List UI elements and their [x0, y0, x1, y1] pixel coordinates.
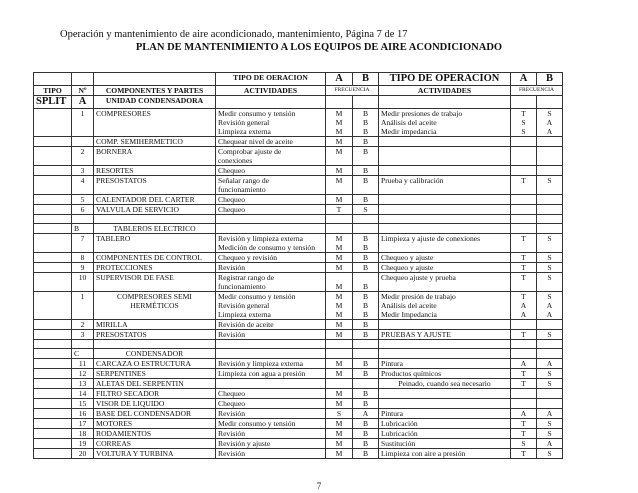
freq-2b: A: [546, 310, 553, 319]
freq-b: B: [362, 301, 369, 310]
freq-a: M: [326, 195, 353, 205]
table-row: [34, 292, 563, 320]
component-name: COMPRESORES: [94, 109, 216, 137]
page-title: PLAN DE MANTENIMIENTO A LOS EQUIPOS DE AIRE ACONDICIONADO: [135, 42, 503, 53]
row-number: 3: [72, 166, 94, 176]
freq-b: B: [353, 137, 379, 147]
section-b-label: B: [72, 224, 94, 234]
activity: Revisión: [216, 429, 326, 439]
freq-2a: A: [511, 409, 537, 419]
freq-a: M: [335, 310, 343, 319]
freq-2a: T: [521, 292, 526, 301]
row-number: 11: [72, 359, 94, 369]
freq-b: B: [353, 359, 379, 369]
freq-2b: S: [537, 379, 563, 389]
activity: Chequeo y revisión: [216, 253, 326, 263]
component-name: RESORTES: [94, 166, 216, 176]
freq-2b: S: [547, 292, 552, 301]
freq-b: B: [362, 127, 369, 136]
activity-2: Análisis del aceite: [381, 118, 437, 127]
activity-2: Chequeo y ajuste: [379, 253, 511, 263]
activity: Revisión y limpieza externa: [218, 234, 303, 243]
header-b1: B: [353, 73, 379, 86]
activity: Registrar rango de: [218, 273, 275, 282]
freq-2a: T: [511, 253, 537, 263]
activity: Revisión y ajuste: [216, 439, 326, 449]
component-name: MIRILLA: [94, 320, 216, 330]
freq-a: M: [326, 137, 353, 147]
table-row: [34, 320, 563, 330]
type-split: SPLIT: [34, 96, 72, 109]
activity: Revisión: [216, 449, 326, 459]
component-name: COMP. SEMIHERMETICO: [94, 137, 216, 147]
freq-a: M: [326, 399, 353, 409]
row-number: 8: [72, 253, 94, 263]
freq-a: M: [335, 292, 343, 301]
activity: Chequeo: [216, 389, 326, 399]
document-header: Operación y mantenimiento de aire acondicionado, mantenimiento, Página 7 de 17: [60, 29, 408, 40]
freq-a: M: [326, 166, 353, 176]
row-number: 4: [72, 176, 94, 195]
table-row: [34, 273, 563, 292]
activity-2: Sustitución: [379, 439, 511, 449]
freq-b: B: [362, 310, 369, 319]
freq-2b: S: [537, 330, 563, 340]
row-number: 17: [72, 419, 94, 429]
freq-a: M: [326, 147, 353, 166]
table-row: [34, 137, 563, 147]
component-name: PROTECCIONES: [94, 263, 216, 273]
activity: Limpieza externa: [218, 127, 271, 136]
activity-2: Limpieza y ajuste de conexiones: [379, 234, 511, 253]
freq-b: A: [353, 409, 379, 419]
header-tipo-oeracion: TIPO DE OERACION: [216, 73, 326, 86]
activity: Chequeo: [216, 399, 326, 409]
section-a-label: A: [72, 96, 94, 109]
activity-2: Lubricación: [379, 419, 511, 429]
freq-2b: A: [537, 359, 563, 369]
table-row: [34, 409, 563, 419]
table-row: [34, 389, 563, 399]
component-name: FILTRO SECADOR: [94, 389, 216, 399]
freq-b: B: [353, 449, 379, 459]
freq-2b: S: [537, 419, 563, 429]
header-a2: A: [511, 73, 537, 86]
activity: Revisión: [216, 330, 326, 340]
activity: Medir consumo y tensión: [216, 419, 326, 429]
activity: conexiones: [218, 156, 253, 165]
table-row: [34, 166, 563, 176]
freq-b: B: [353, 273, 379, 292]
component-name: SERPENTINES: [94, 369, 216, 379]
activity-2: Medir presiones de trabajo: [381, 109, 463, 118]
maintenance-plan-table: [33, 72, 563, 459]
activity: Medición de consumo y tensión: [218, 243, 316, 252]
freq-a: M: [326, 439, 353, 449]
header-tipo: TIPO: [34, 86, 72, 96]
freq-2a: T: [511, 429, 537, 439]
freq-a: M: [326, 273, 353, 292]
component-name: PRESOSTATOS: [94, 330, 216, 340]
component-name: TABLERO: [94, 234, 216, 253]
table-row: [34, 439, 563, 449]
table-row: [34, 330, 563, 340]
section-b-title: TABLEROS ELECTRICO: [94, 224, 216, 234]
freq-2b: S: [537, 263, 563, 273]
table-row: [34, 369, 563, 379]
row-number: 20: [72, 449, 94, 459]
header-tipo-operacion: TIPO DE OPERACION: [379, 73, 511, 86]
freq-a: M: [326, 449, 353, 459]
freq-a: M: [335, 109, 343, 118]
freq-2b: S: [547, 109, 552, 118]
row-number: 14: [72, 389, 94, 399]
activity-2: Medir impedancia: [381, 127, 437, 136]
freq-2b: S: [537, 253, 563, 263]
row-number: 9: [72, 263, 94, 273]
freq-b: B: [353, 429, 379, 439]
section-row: [34, 349, 563, 359]
freq-b: B: [353, 439, 379, 449]
activity: Revisión general: [218, 301, 270, 310]
freq-a: M: [335, 301, 343, 310]
freq-b: B: [353, 330, 379, 340]
freq-a: M: [326, 389, 353, 399]
freq-2a: T: [511, 379, 537, 389]
freq-a: M: [326, 263, 353, 273]
activity: Comprobar ajuste de: [218, 147, 282, 156]
freq-2b: A: [546, 127, 553, 136]
table-row: [34, 205, 563, 215]
activity-2: Productos químicos: [379, 369, 511, 379]
freq-b: B: [353, 195, 379, 205]
activity: Medir consumo y tensión: [218, 109, 296, 118]
freq-b: B: [353, 176, 379, 195]
component-name: CALENTADOR DEL CARTER: [94, 195, 216, 205]
header-no: Nº: [72, 86, 94, 96]
component-name: RODAMIENTOS: [94, 429, 216, 439]
row-number: 1: [72, 109, 94, 137]
component-name: VOLTURA Y TURBINA: [94, 449, 216, 459]
component-name: COMPONENTES DE CONTROL: [94, 253, 216, 263]
freq-2a: A: [520, 310, 527, 319]
freq-2b: A: [546, 118, 553, 127]
row-number: 19: [72, 439, 94, 449]
freq-b: B: [353, 419, 379, 429]
freq-2b: S: [537, 273, 563, 292]
row-number: 18: [72, 429, 94, 439]
component-name: CORREAS: [94, 439, 216, 449]
freq-2b: S: [537, 449, 563, 459]
table-row: [34, 147, 563, 166]
freq-a: M: [326, 253, 353, 263]
page-number: 7: [316, 481, 322, 491]
freq-b: B: [353, 253, 379, 263]
freq-2a: T: [511, 273, 537, 292]
row-number: 16: [72, 409, 94, 419]
freq-2b: S: [537, 369, 563, 379]
activity: Chequear nivel de aceite: [216, 137, 326, 147]
activity-2: Chequeo ajuste y prueba: [379, 273, 511, 292]
activity: Revisión general: [218, 118, 270, 127]
activity: Chequeo: [216, 205, 326, 215]
freq-b: B: [353, 263, 379, 273]
freq-a: M: [335, 243, 343, 252]
row-number: 2: [72, 147, 94, 166]
activity: funcionamiento: [218, 282, 266, 291]
activity: Revisión: [216, 409, 326, 419]
table-row: [34, 419, 563, 429]
component-name: SUPERVISOR DE FASE: [94, 273, 216, 292]
section-a-title: UNIDAD CONDENSADORA: [94, 96, 216, 109]
activity-2: Lubricación: [379, 429, 511, 439]
freq-2a: T: [511, 330, 537, 340]
activity: Revisión de aceite: [216, 320, 326, 330]
freq-b: B: [353, 166, 379, 176]
freq-b: B: [362, 234, 369, 243]
freq-a: M: [335, 234, 343, 243]
row-number: 7: [72, 234, 94, 253]
table-row: [34, 109, 563, 137]
freq-b: B: [362, 243, 369, 252]
freq-b: B: [353, 147, 379, 166]
component-name: BASE DEL CONDENSADOR: [94, 409, 216, 419]
freq-a: M: [326, 359, 353, 369]
table-row: [34, 379, 563, 389]
freq-a: M: [326, 330, 353, 340]
component-name: VISOR DE LIQUIDO: [94, 399, 216, 409]
freq-2a: T: [511, 176, 537, 195]
activity: Chequeo: [216, 195, 326, 205]
component-name: BORNERA: [94, 147, 216, 166]
component-name: PRESOSTATOS: [94, 176, 216, 195]
header-frecuencia-2: FRECUENCIA: [511, 86, 563, 96]
freq-2b: S: [537, 234, 563, 253]
freq-a: M: [335, 118, 343, 127]
freq-2b: A: [546, 301, 553, 310]
section-row: [34, 224, 563, 234]
freq-2a: T: [511, 419, 537, 429]
freq-2a: T: [521, 109, 526, 118]
table-row: [34, 195, 563, 205]
header-frecuencia-1: FRECUENCIA: [326, 86, 379, 96]
activity-2: Pintura: [379, 359, 511, 369]
activity-2: Prueba y calibración: [379, 176, 511, 195]
activity-2: Análisis del aceite: [381, 301, 437, 310]
freq-b: B: [353, 389, 379, 399]
freq-2b: A: [537, 409, 563, 419]
activity: Limpieza externa: [218, 310, 271, 319]
freq-a: M: [326, 320, 353, 330]
freq-b: S: [353, 205, 379, 215]
activity: Limpieza con agua a presión: [216, 369, 326, 379]
freq-a: S: [326, 409, 353, 419]
activity-2: Chequeo y ajuste: [379, 263, 511, 273]
freq-2a: A: [520, 301, 527, 310]
row-number: 15: [72, 399, 94, 409]
row-number: 6: [72, 205, 94, 215]
freq-2a: A: [511, 359, 537, 369]
row-number: 12: [72, 369, 94, 379]
freq-a: M: [335, 127, 343, 136]
activity-2: Pintura: [379, 409, 511, 419]
row-number: 1: [72, 292, 94, 320]
activity-2: Limpieza con aire a presión: [379, 449, 511, 459]
table-row: [34, 263, 563, 273]
component-name: HERMÉTICOS: [130, 301, 179, 310]
freq-a: M: [326, 419, 353, 429]
freq-2a: T: [511, 449, 537, 459]
freq-b: B: [353, 399, 379, 409]
freq-2a: T: [511, 263, 537, 273]
activity-2: Medir presión de trabajo: [381, 292, 456, 301]
component-name: MOTORES: [94, 419, 216, 429]
component-name: COMPRESORES SEMI: [117, 292, 192, 301]
row-number: 3: [72, 330, 94, 340]
component-name: ALETAS DEL SERPENTIN: [94, 379, 216, 389]
freq-2a: T: [511, 369, 537, 379]
freq-b: B: [362, 292, 369, 301]
freq-a: M: [326, 429, 353, 439]
freq-b: B: [362, 109, 369, 118]
activity: Chequeo: [216, 166, 326, 176]
activity: Revisión y limpieza externa: [216, 359, 326, 369]
freq-2a: S: [511, 439, 537, 449]
freq-2b: S: [537, 176, 563, 195]
activity-2: Medir Impedancia: [381, 310, 437, 319]
freq-a: T: [326, 205, 353, 215]
header-b2: B: [537, 73, 563, 86]
freq-b: B: [353, 320, 379, 330]
row-number: 2: [72, 320, 94, 330]
activity: Señalar rango de: [218, 176, 270, 185]
freq-b: B: [362, 118, 369, 127]
freq-2a: T: [511, 234, 537, 253]
row-number: 5: [72, 195, 94, 205]
activity: Revisión: [216, 263, 326, 273]
header-actividades-2: ACTIVIDADES: [379, 86, 511, 96]
activity: Medir consumo y tensión: [218, 292, 296, 301]
freq-a: M: [326, 176, 353, 195]
header-componentes: COMPONENTES Y PARTES: [94, 86, 216, 96]
table-row: [34, 359, 563, 369]
activity-2: Peinado, cuando sea necesario: [379, 379, 511, 389]
table-row: [34, 253, 563, 263]
section-c-title: CONDENSADOR: [94, 349, 216, 359]
freq-a: M: [326, 369, 353, 379]
activity: funcionamiento: [218, 185, 266, 194]
activity-2: PRUEBAS Y AJUSTE: [379, 330, 511, 340]
freq-2a: S: [521, 118, 526, 127]
freq-2b: A: [537, 439, 563, 449]
component-name: VALVULA DE SERVICIO: [94, 205, 216, 215]
component-name: CARCAZA O ESTRUCTURA: [94, 359, 216, 369]
table-row: [34, 176, 563, 195]
row-number: 10: [72, 273, 94, 292]
header-a1: A: [326, 73, 353, 86]
table-row: [34, 449, 563, 459]
table-row: [34, 429, 563, 439]
header-actividades-1: ACTIVIDADES: [216, 86, 326, 96]
freq-2a: S: [521, 127, 526, 136]
freq-b: B: [353, 369, 379, 379]
row-number: 13: [72, 379, 94, 389]
freq-2b: S: [537, 429, 563, 439]
table-row: [34, 399, 563, 409]
table-row: [34, 234, 563, 253]
section-c-label: C: [72, 349, 94, 359]
